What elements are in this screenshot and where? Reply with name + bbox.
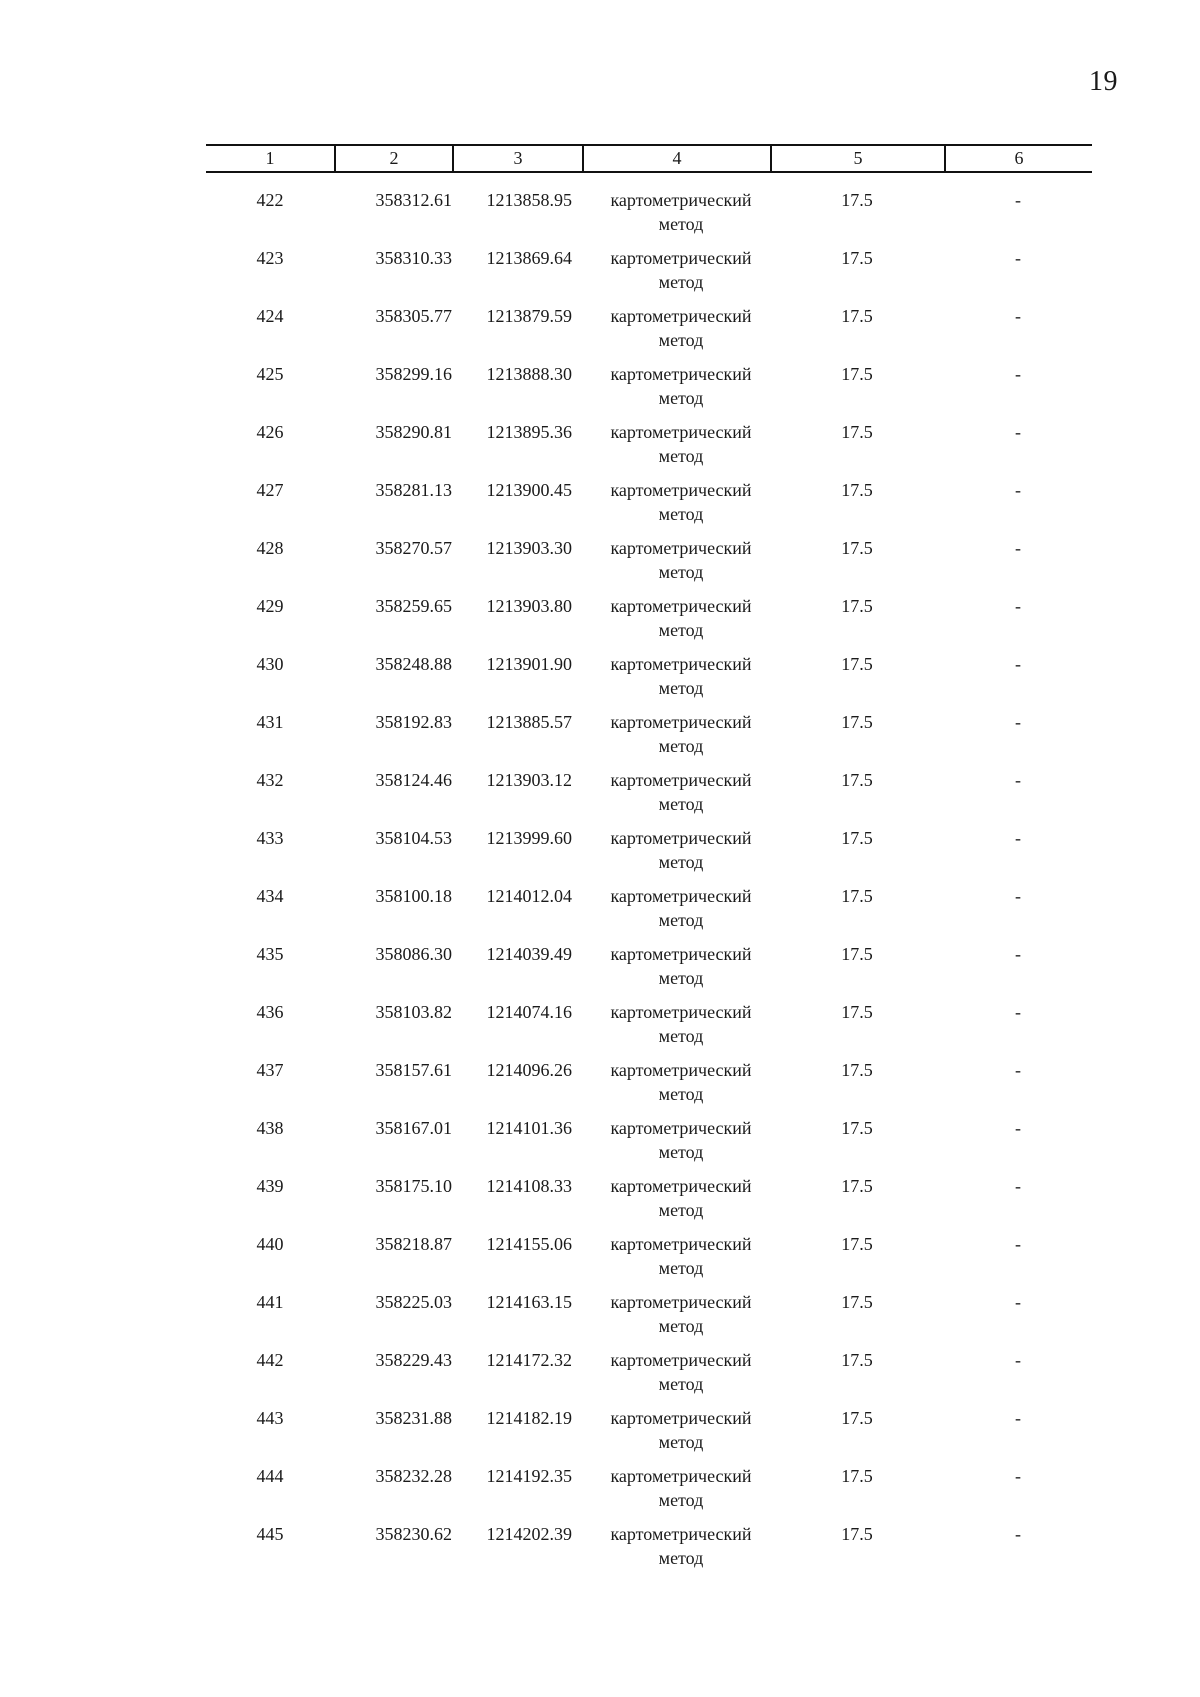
note-value: - bbox=[1015, 1524, 1021, 1544]
coordinate-y: 1214039.49 bbox=[486, 944, 572, 964]
table-row bbox=[206, 188, 1092, 246]
method-line-1: картометрический bbox=[610, 1466, 752, 1486]
accuracy-value: 17.5 bbox=[841, 1002, 873, 1022]
accuracy-value: 17.5 bbox=[841, 944, 873, 964]
table-row bbox=[206, 1232, 1092, 1290]
point-number: 423 bbox=[256, 248, 284, 268]
coordinate-x: 358103.82 bbox=[375, 1002, 452, 1022]
column-header-2: 2 bbox=[334, 146, 452, 171]
accuracy-value: 17.5 bbox=[841, 1292, 873, 1312]
method-cell bbox=[582, 768, 770, 826]
table-row bbox=[206, 246, 1092, 304]
method-line-2: метод bbox=[658, 794, 704, 814]
note-value: - bbox=[1015, 306, 1021, 326]
method-line-1: картометрический bbox=[610, 1408, 752, 1428]
coordinate-y: 1213901.90 bbox=[486, 654, 572, 674]
accuracy-value: 17.5 bbox=[841, 1524, 873, 1544]
coordinate-x: 358229.43 bbox=[375, 1350, 452, 1370]
method-line-1: картометрический bbox=[610, 422, 752, 442]
method-line-2: метод bbox=[658, 330, 704, 350]
accuracy-value: 17.5 bbox=[841, 422, 873, 442]
point-number: 434 bbox=[256, 886, 284, 906]
table-row bbox=[206, 1290, 1092, 1348]
coordinate-y: 1213903.80 bbox=[486, 596, 572, 616]
point-number: 431 bbox=[256, 712, 284, 732]
method-line-2: метод bbox=[658, 1374, 704, 1394]
method-cell bbox=[582, 1464, 770, 1522]
point-number: 430 bbox=[256, 654, 284, 674]
coordinate-y: 1214163.15 bbox=[486, 1292, 572, 1312]
point-number: 433 bbox=[256, 828, 284, 848]
accuracy-value: 17.5 bbox=[841, 828, 873, 848]
note-value: - bbox=[1015, 944, 1021, 964]
point-number: 435 bbox=[256, 944, 284, 964]
method-line-1: картометрический bbox=[610, 1234, 752, 1254]
table-header bbox=[206, 144, 1092, 173]
coordinate-x: 358248.88 bbox=[375, 654, 452, 674]
method-line-1: картометрический bbox=[610, 538, 752, 558]
note-value: - bbox=[1015, 1350, 1021, 1370]
note-value: - bbox=[1015, 654, 1021, 674]
method-line-2: метод bbox=[658, 504, 704, 524]
accuracy-value: 17.5 bbox=[841, 770, 873, 790]
accuracy-value: 17.5 bbox=[841, 364, 873, 384]
coordinate-y: 1214182.19 bbox=[486, 1408, 572, 1428]
method-line-2: метод bbox=[658, 446, 704, 466]
method-line-2: метод bbox=[658, 736, 704, 756]
method-line-1: картометрический bbox=[610, 306, 752, 326]
coordinate-x: 358192.83 bbox=[375, 712, 452, 732]
table-row bbox=[206, 768, 1092, 826]
method-line-1: картометрический bbox=[610, 654, 752, 674]
method-cell bbox=[582, 420, 770, 478]
note-value: - bbox=[1015, 1408, 1021, 1428]
method-line-1: картометрический bbox=[610, 1350, 752, 1370]
coordinate-y: 1213879.59 bbox=[486, 306, 572, 326]
table-row bbox=[206, 942, 1092, 1000]
table-row bbox=[206, 710, 1092, 768]
coordinate-x: 358230.62 bbox=[375, 1524, 452, 1544]
point-number: 439 bbox=[256, 1176, 284, 1196]
table-body bbox=[206, 188, 1092, 1580]
method-line-2: метод bbox=[658, 1084, 704, 1104]
note-value: - bbox=[1015, 1292, 1021, 1312]
accuracy-value: 17.5 bbox=[841, 596, 873, 616]
table-row bbox=[206, 1522, 1092, 1580]
table-row bbox=[206, 304, 1092, 362]
coordinate-x: 358167.01 bbox=[375, 1118, 452, 1138]
accuracy-value: 17.5 bbox=[841, 1408, 873, 1428]
method-line-2: метод bbox=[658, 1548, 704, 1568]
method-line-1: картометрический bbox=[610, 1292, 752, 1312]
point-number: 429 bbox=[256, 596, 284, 616]
note-value: - bbox=[1015, 1060, 1021, 1080]
note-value: - bbox=[1015, 1118, 1021, 1138]
method-cell bbox=[582, 1290, 770, 1348]
coordinate-x: 358086.30 bbox=[375, 944, 452, 964]
note-value: - bbox=[1015, 1234, 1021, 1254]
method-line-1: картометрический bbox=[610, 248, 752, 268]
method-cell bbox=[582, 826, 770, 884]
coordinate-y: 1213999.60 bbox=[486, 828, 572, 848]
coordinate-y: 1214202.39 bbox=[486, 1524, 572, 1544]
coordinate-y: 1213895.36 bbox=[486, 422, 572, 442]
point-number: 422 bbox=[256, 190, 284, 210]
accuracy-value: 17.5 bbox=[841, 538, 873, 558]
note-value: - bbox=[1015, 1176, 1021, 1196]
coordinate-x: 358225.03 bbox=[375, 1292, 452, 1312]
method-cell bbox=[582, 594, 770, 652]
method-line-2: метод bbox=[658, 852, 704, 872]
coordinate-y: 1214096.26 bbox=[486, 1060, 572, 1080]
point-number: 441 bbox=[256, 1292, 284, 1312]
note-value: - bbox=[1015, 1002, 1021, 1022]
coordinate-y: 1214101.36 bbox=[486, 1118, 572, 1138]
method-cell bbox=[582, 362, 770, 420]
page-number: 19 bbox=[1089, 66, 1118, 97]
method-line-1: картометрический bbox=[610, 1002, 752, 1022]
table-row bbox=[206, 1116, 1092, 1174]
accuracy-value: 17.5 bbox=[841, 1234, 873, 1254]
method-line-2: метод bbox=[658, 388, 704, 408]
coordinate-y: 1214155.06 bbox=[486, 1234, 572, 1254]
coordinate-x: 358310.33 bbox=[375, 248, 452, 268]
coordinate-x: 358290.81 bbox=[375, 422, 452, 442]
note-value: - bbox=[1015, 248, 1021, 268]
column-header-6: 6 bbox=[944, 146, 1092, 171]
method-line-2: метод bbox=[658, 678, 704, 698]
table-row bbox=[206, 362, 1092, 420]
point-number: 424 bbox=[256, 306, 284, 326]
method-line-1: картометрический bbox=[610, 1060, 752, 1080]
coordinate-x: 358231.88 bbox=[375, 1408, 452, 1428]
coordinate-y: 1213900.45 bbox=[486, 480, 572, 500]
method-cell bbox=[582, 1348, 770, 1406]
point-number: 445 bbox=[256, 1524, 284, 1544]
method-line-1: картометрический bbox=[610, 190, 752, 210]
point-number: 440 bbox=[256, 1234, 284, 1254]
method-cell bbox=[582, 652, 770, 710]
table-row bbox=[206, 1464, 1092, 1522]
note-value: - bbox=[1015, 828, 1021, 848]
accuracy-value: 17.5 bbox=[841, 886, 873, 906]
coordinate-y: 1214074.16 bbox=[486, 1002, 572, 1022]
table-row bbox=[206, 1406, 1092, 1464]
point-number: 427 bbox=[256, 480, 284, 500]
table-row bbox=[206, 884, 1092, 942]
column-header-4: 4 bbox=[582, 146, 770, 171]
column-header-5: 5 bbox=[770, 146, 944, 171]
coordinate-y: 1213903.30 bbox=[486, 538, 572, 558]
point-number: 432 bbox=[256, 770, 284, 790]
method-line-2: метод bbox=[658, 1490, 704, 1510]
point-number: 436 bbox=[256, 1002, 284, 1022]
table-row bbox=[206, 1000, 1092, 1058]
method-line-2: метод bbox=[658, 1026, 704, 1046]
coordinate-x: 358124.46 bbox=[375, 770, 452, 790]
note-value: - bbox=[1015, 712, 1021, 732]
point-number: 428 bbox=[256, 538, 284, 558]
table-row bbox=[206, 1348, 1092, 1406]
table-row bbox=[206, 478, 1092, 536]
note-value: - bbox=[1015, 1466, 1021, 1486]
table-row bbox=[206, 536, 1092, 594]
note-value: - bbox=[1015, 190, 1021, 210]
coordinate-x: 358259.65 bbox=[375, 596, 452, 616]
table-row bbox=[206, 652, 1092, 710]
coordinate-x: 358305.77 bbox=[375, 306, 452, 326]
point-number: 425 bbox=[256, 364, 284, 384]
method-cell bbox=[582, 1174, 770, 1232]
method-line-1: картометрический bbox=[610, 1176, 752, 1196]
coordinate-x: 358157.61 bbox=[375, 1060, 452, 1080]
note-value: - bbox=[1015, 770, 1021, 790]
method-cell bbox=[582, 478, 770, 536]
method-line-2: метод bbox=[658, 910, 704, 930]
method-line-2: метод bbox=[658, 1258, 704, 1278]
coordinate-y: 1213869.64 bbox=[486, 248, 572, 268]
coordinate-x: 358281.13 bbox=[375, 480, 452, 500]
method-cell bbox=[582, 1058, 770, 1116]
accuracy-value: 17.5 bbox=[841, 1176, 873, 1196]
method-line-2: метод bbox=[658, 1200, 704, 1220]
coordinate-x: 358232.28 bbox=[375, 1466, 452, 1486]
coordinate-x: 358270.57 bbox=[375, 538, 452, 558]
note-value: - bbox=[1015, 480, 1021, 500]
note-value: - bbox=[1015, 422, 1021, 442]
method-line-2: метод bbox=[658, 562, 704, 582]
method-line-2: метод bbox=[658, 968, 704, 988]
note-value: - bbox=[1015, 596, 1021, 616]
accuracy-value: 17.5 bbox=[841, 712, 873, 732]
method-cell bbox=[582, 884, 770, 942]
table-row bbox=[206, 594, 1092, 652]
method-line-1: картометрический bbox=[610, 828, 752, 848]
method-line-1: картометрический bbox=[610, 364, 752, 384]
coordinate-y: 1213885.57 bbox=[486, 712, 572, 732]
point-number: 444 bbox=[256, 1466, 284, 1486]
method-line-1: картометрический bbox=[610, 886, 752, 906]
point-number: 443 bbox=[256, 1408, 284, 1428]
coordinate-y: 1214192.35 bbox=[486, 1466, 572, 1486]
note-value: - bbox=[1015, 886, 1021, 906]
table-row bbox=[206, 1174, 1092, 1232]
method-cell bbox=[582, 1232, 770, 1290]
coordinate-y: 1214108.33 bbox=[486, 1176, 572, 1196]
method-line-1: картометрический bbox=[610, 480, 752, 500]
accuracy-value: 17.5 bbox=[841, 480, 873, 500]
method-line-2: метод bbox=[658, 1316, 704, 1336]
accuracy-value: 17.5 bbox=[841, 654, 873, 674]
table-row bbox=[206, 420, 1092, 478]
note-value: - bbox=[1015, 538, 1021, 558]
coordinate-x: 358299.16 bbox=[375, 364, 452, 384]
accuracy-value: 17.5 bbox=[841, 1350, 873, 1370]
point-number: 437 bbox=[256, 1060, 284, 1080]
method-line-1: картометрический bbox=[610, 770, 752, 790]
accuracy-value: 17.5 bbox=[841, 248, 873, 268]
coordinate-x: 358104.53 bbox=[375, 828, 452, 848]
method-line-1: картометрический bbox=[610, 712, 752, 732]
accuracy-value: 17.5 bbox=[841, 306, 873, 326]
coordinate-y: 1213903.12 bbox=[486, 770, 572, 790]
point-number: 438 bbox=[256, 1118, 284, 1138]
method-line-2: метод bbox=[658, 620, 704, 640]
point-number: 442 bbox=[256, 1350, 284, 1370]
accuracy-value: 17.5 bbox=[841, 1466, 873, 1486]
accuracy-value: 17.5 bbox=[841, 190, 873, 210]
method-cell bbox=[582, 710, 770, 768]
column-header-3: 3 bbox=[452, 146, 582, 171]
method-line-2: метод bbox=[658, 272, 704, 292]
coordinate-x: 358312.61 bbox=[375, 190, 452, 210]
method-cell bbox=[582, 188, 770, 246]
method-cell bbox=[582, 942, 770, 1000]
coordinate-x: 358100.18 bbox=[375, 886, 452, 906]
coordinate-y: 1213888.30 bbox=[486, 364, 572, 384]
coordinate-x: 358175.10 bbox=[375, 1176, 452, 1196]
method-cell bbox=[582, 246, 770, 304]
method-cell bbox=[582, 536, 770, 594]
method-cell bbox=[582, 304, 770, 362]
note-value: - bbox=[1015, 364, 1021, 384]
method-line-2: метод bbox=[658, 1432, 704, 1452]
method-cell bbox=[582, 1522, 770, 1580]
method-line-1: картометрический bbox=[610, 944, 752, 964]
method-cell bbox=[582, 1000, 770, 1058]
accuracy-value: 17.5 bbox=[841, 1060, 873, 1080]
coordinate-y: 1213858.95 bbox=[486, 190, 572, 210]
method-line-2: метод bbox=[658, 1142, 704, 1162]
point-number: 426 bbox=[256, 422, 284, 442]
coordinate-x: 358218.87 bbox=[375, 1234, 452, 1254]
coordinate-y: 1214172.32 bbox=[486, 1350, 572, 1370]
method-line-1: картометрический bbox=[610, 596, 752, 616]
table-row bbox=[206, 1058, 1092, 1116]
method-cell bbox=[582, 1406, 770, 1464]
method-line-1: картометрический bbox=[610, 1524, 752, 1544]
method-cell bbox=[582, 1116, 770, 1174]
accuracy-value: 17.5 bbox=[841, 1118, 873, 1138]
column-header-1: 1 bbox=[265, 148, 275, 168]
method-line-2: метод bbox=[658, 214, 704, 234]
coordinate-y: 1214012.04 bbox=[486, 886, 572, 906]
method-line-1: картометрический bbox=[610, 1118, 752, 1138]
table-row bbox=[206, 826, 1092, 884]
